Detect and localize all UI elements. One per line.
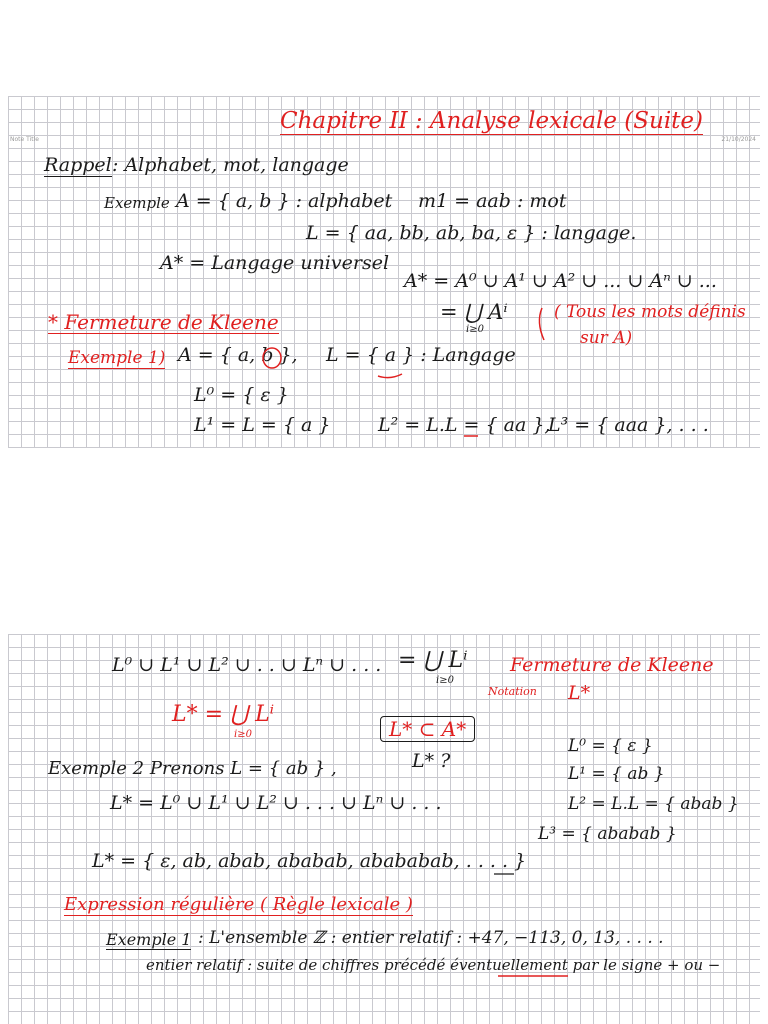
- handwriting-strokes: [8, 96, 760, 448]
- alphabet-line: A = { a, b } : alphabet: [176, 190, 393, 212]
- handwriting-strokes-2: [8, 634, 760, 1024]
- subset-box: L* ⊂ A*: [380, 716, 475, 742]
- l0-def: L⁰ = { ε }: [194, 384, 289, 406]
- note-title-meta: Note Title: [10, 136, 39, 143]
- exemple1-text-p2: : L'ensemble ℤ : entier relatif : +47, −113, 0, 13, . . . .: [198, 928, 664, 948]
- universel-line: A* = Langage universel: [160, 252, 390, 274]
- exemple1-label-p2: Exemple 1: [106, 930, 192, 949]
- rhs-l3: L³ = { ababab }: [538, 824, 677, 844]
- note-page-2: [8, 634, 760, 1024]
- expression-heading: Expression régulière ( Règle lexicale ): [64, 894, 413, 915]
- mot-line: m1 = aab : mot: [418, 190, 567, 212]
- lstar-question: L* ?: [412, 750, 451, 772]
- union-line: L⁰ ∪ L¹ ∪ L² ∪ . . ∪ Lⁿ ∪ . . .: [112, 654, 382, 676]
- exemple2-line: Exemple 2 Prenons L = { ab } ,: [48, 758, 337, 779]
- tous-les-mots-note: ( Tous les mots définis: [554, 302, 746, 322]
- l2-def: L² = L.L = { aa },: [378, 414, 551, 436]
- note-date-meta: 21/10/2024: [721, 136, 756, 143]
- chapter-title: Chapitre II : Analyse lexicale (Suite): [280, 108, 704, 134]
- l3-def: L³ = { aaa }, . . .: [548, 414, 709, 436]
- note-page-1: [8, 96, 760, 448]
- l1-def: L¹ = L = { a }: [194, 414, 331, 436]
- exemple1-langage: L = { a } : Langage: [326, 344, 516, 366]
- lstar-union-line: L* = L⁰ ∪ L¹ ∪ L² ∪ . . . ∪ Lⁿ ∪ . . .: [110, 792, 442, 814]
- astar-union-index: i≥0: [466, 324, 484, 335]
- rappel-text: : Alphabet, mot, langage: [112, 154, 349, 176]
- rhs-l1: L¹ = { ab }: [568, 764, 665, 784]
- fermeture-heading: * Fermeture de Kleene: [48, 310, 279, 334]
- astar-big-union: = ⋃ Aⁱ: [440, 300, 508, 324]
- rhs-l2: L² = L.L = { abab }: [568, 794, 739, 814]
- exemple1-label: Exemple 1): [68, 348, 166, 368]
- lstar-definition-index: i≥0: [234, 729, 252, 740]
- exemple-label: Exemple: [104, 194, 170, 212]
- notation-value: L*: [568, 682, 591, 704]
- notation-label: Notation: [488, 685, 537, 698]
- lstar-set-line: L* = { ε, ab, abab, ababab, abababab, . . . . }: [92, 850, 527, 872]
- exemple1-alphabet: A = { a, b },: [178, 344, 298, 366]
- lstar-definition: L* = ⋃ Lⁱ: [172, 702, 275, 727]
- big-union: = ⋃ Lⁱ: [398, 648, 468, 673]
- entier-relatif-line: entier relatif : suite de chiffres précédé éventuellement par le signe + ou −: [146, 956, 721, 974]
- big-union-index: i≥0: [436, 675, 454, 686]
- rhs-l0: L⁰ = { ε }: [568, 736, 653, 756]
- fermeture-kleene-label: Fermeture de Kleene: [510, 654, 714, 676]
- sur-a-note: sur A): [580, 328, 633, 348]
- rappel-label: Rappel: [44, 154, 112, 176]
- astar-union: A* = A⁰ ∪ A¹ ∪ A² ∪ ... ∪ Aⁿ ∪ ...: [404, 270, 717, 292]
- langage-line: L = { aa, bb, ab, ba, ε } : langage.: [306, 222, 637, 244]
